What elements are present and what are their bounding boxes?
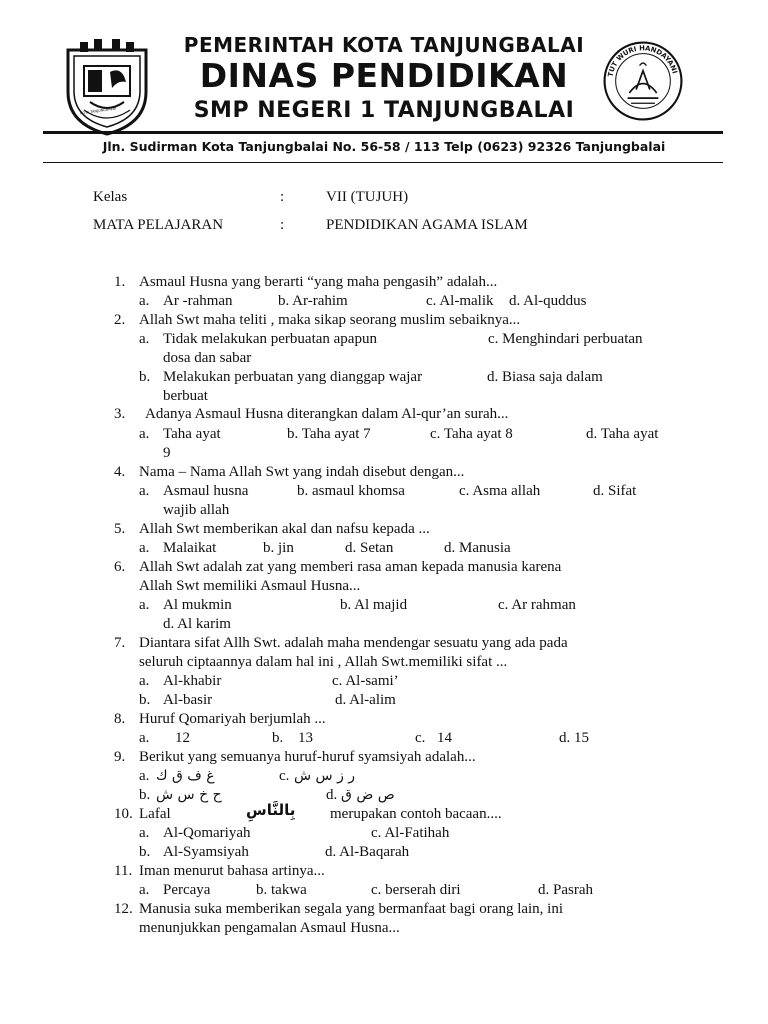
subject-value: PENDIDIKAN AGAMA ISLAM: [326, 217, 528, 233]
question-text-after: merupakan contoh bacaan....: [330, 806, 502, 822]
tut-wuri-handayani-logo: [602, 40, 684, 122]
class-info-row: [0, 189, 768, 209]
option: Al-basir: [163, 692, 213, 708]
question-4: [0, 463, 768, 482]
option-marker: b.: [139, 369, 151, 385]
question-2-options: [0, 330, 768, 410]
option-marker: b.: [272, 730, 284, 746]
question-text: Asmaul Husna yang berarti “yang maha pengasih” adalah...: [139, 274, 498, 290]
question-text: Berikut yang semuanya huruf-huruf syamsiyah adalah...: [139, 749, 476, 765]
arabic-option: ح خ س ش: [156, 787, 222, 803]
question-number: 7.: [114, 635, 126, 651]
option: b. Al majid: [340, 597, 408, 613]
option-marker: a.: [139, 540, 150, 556]
option-marker: d.: [326, 787, 338, 803]
address-rule: [43, 162, 723, 163]
option-marker: b.: [139, 692, 151, 708]
option: c. Ar rahman: [498, 597, 576, 613]
option: d. Taha ayat: [586, 426, 659, 442]
option: c. Taha ayat 8: [430, 426, 513, 442]
option: d. Al karim: [163, 616, 231, 632]
option: c. berserah diri: [371, 882, 461, 898]
question-10: [0, 801, 768, 824]
option: Asmaul husna: [163, 483, 249, 499]
option-continued: berbuat: [163, 388, 208, 404]
option-marker: a.: [139, 730, 150, 746]
question-text-line2: menunjukkan pengamalan Asmaul Husna...: [139, 920, 400, 936]
option-marker: a.: [139, 293, 150, 309]
school-address: Jln. Sudirman Kota Tanjungbalai No. 56-58 / 113 Telp (0623) 92326 Tanjungbalai: [102, 139, 666, 154]
option: Al mukmin: [163, 597, 232, 613]
option: Al-Qomariyah: [163, 825, 251, 841]
question-text: Allah Swt adalah zat yang memberi rasa aman kepada manusia karena: [139, 559, 562, 575]
question-text: Huruf Qomariyah berjumlah ...: [139, 711, 326, 727]
question-number: 9.: [114, 749, 126, 765]
agency-name: DINAS PENDIDIKAN: [199, 56, 569, 95]
option-marker: b.: [139, 844, 151, 860]
question-text: Diantara sifat Allh Swt. adalah maha mendengar sesuatu yang ada pada: [139, 635, 568, 651]
question-number: 6.: [114, 559, 126, 575]
option: Melakukan perbuatan yang dianggap wajar: [163, 369, 423, 385]
option: d. Al-quddus: [509, 293, 587, 309]
option-continued: wajib allah: [163, 502, 230, 518]
option: 13: [298, 730, 313, 746]
option: c. Al-malik: [426, 293, 494, 309]
option-marker: a.: [139, 882, 150, 898]
option: b. takwa: [256, 882, 307, 898]
option: d. Al-Baqarah: [325, 844, 410, 860]
question-3: [0, 405, 768, 424]
option: 14: [437, 730, 452, 746]
option: c. Menghindari perbuatan: [488, 331, 643, 347]
option: d. Al-alim: [335, 692, 396, 708]
logo-motto: TUT WURI HANDAYANI: [606, 44, 679, 78]
option: d. Manusia: [444, 540, 511, 556]
arabic-option: ص ض ق: [341, 787, 395, 803]
question-5-options: [0, 539, 768, 558]
question-number: 12.: [114, 901, 133, 917]
question-text: Lafal: [139, 806, 171, 822]
government-name: PEMERINTAH KOTA TANJUNGBALAI: [183, 33, 585, 57]
option: c. Asma allah: [459, 483, 541, 499]
question-number: 1.: [114, 274, 126, 290]
question-text-line2: Allah Swt memiliki Asmaul Husna...: [139, 578, 361, 594]
question-3-options: [0, 425, 768, 463]
question-6: [0, 558, 768, 596]
option: Ar -rahman: [163, 293, 233, 309]
option: b. Taha ayat 7: [287, 426, 371, 442]
question-11-options: [0, 881, 768, 900]
question-10-options: [0, 824, 768, 862]
question-number: 2.: [114, 312, 126, 328]
question-2: [0, 311, 768, 330]
option: Percaya: [163, 882, 211, 898]
option-continued: 9: [163, 445, 171, 461]
question-1-options: [0, 292, 768, 311]
subject-info-row: [0, 217, 768, 237]
letterhead-rule: [43, 131, 723, 134]
question-1: [0, 273, 768, 292]
question-12: [0, 900, 768, 938]
option: b. asmaul khomsa: [297, 483, 405, 499]
question-9: [0, 748, 768, 767]
question-7: [0, 634, 768, 672]
option: d. Sifat: [593, 483, 637, 499]
school-name: SMP NEGERI 1 TANJUNGBALAI: [193, 98, 575, 123]
class-colon: :: [280, 189, 285, 205]
option: d. Pasrah: [538, 882, 593, 898]
question-6-options: [0, 596, 768, 634]
question-9-options: [0, 767, 768, 805]
question-text: Allah Swt maha teliti , maka sikap seorang muslim sebaiknya...: [139, 312, 521, 328]
option-marker: a.: [139, 673, 150, 689]
question-text: Allah Swt memberikan akal dan nafsu kepada ...: [139, 521, 430, 537]
question-text: Iman menurut bahasa artinya...: [139, 863, 325, 879]
option: 12: [175, 730, 190, 746]
question-number: 10.: [114, 806, 133, 822]
option-marker: a.: [139, 331, 150, 347]
question-11: [0, 862, 768, 881]
question-number: 3.: [114, 406, 126, 422]
question-text-line2: seluruh ciptaannya dalam hal ini , Allah Swt.memiliki sifat ...: [139, 654, 508, 670]
arabic-option: غ ف ق ك: [156, 768, 215, 784]
subject-label: MATA PELAJARAN: [93, 217, 224, 233]
option: c. Al-sami’: [332, 673, 399, 689]
question-4-options: [0, 482, 768, 520]
question-8-options: [0, 729, 768, 748]
question-number: 8.: [114, 711, 126, 727]
option: d. Setan: [345, 540, 394, 556]
option-marker: c.: [279, 768, 290, 784]
option: Al-Syamsiyah: [163, 844, 249, 860]
question-5: [0, 520, 768, 539]
city-emblem-text: KOTA TANJUNGBALAI: [79, 106, 117, 116]
option-marker: c.: [415, 730, 426, 746]
option-marker: b.: [139, 787, 151, 803]
option: c. Al-Fatihah: [371, 825, 450, 841]
option-marker: a.: [139, 768, 150, 784]
option: b. jin: [263, 540, 294, 556]
option-marker: a.: [139, 825, 150, 841]
option-marker: a.: [139, 426, 150, 442]
question-number: 11.: [114, 863, 133, 879]
option: Malaikat: [163, 540, 217, 556]
option: Taha ayat: [163, 426, 221, 442]
class-value: VII (TUJUH): [326, 189, 409, 205]
option: Tidak melakukan perbuatan apapun: [163, 331, 377, 347]
arabic-word: بِالنَّاسِ: [246, 801, 296, 819]
question-text: Adanya Asmaul Husna diterangkan dalam Al-qur’an surah...: [145, 406, 509, 422]
subject-colon: :: [280, 217, 285, 233]
question-text: Nama – Nama Allah Swt yang indah disebut dengan...: [139, 464, 465, 480]
option: d. 15: [559, 730, 589, 746]
option-continued: dosa dan sabar: [163, 350, 252, 366]
option: Al-khabir: [163, 673, 222, 689]
option-marker: a.: [139, 483, 150, 499]
arabic-option: ر ز س ش: [294, 768, 356, 784]
option: b. Ar-rahim: [278, 293, 348, 309]
class-label: Kelas: [93, 189, 128, 205]
question-text: Manusia suka memberikan segala yang bermanfaat bagi orang lain, ini: [139, 901, 564, 917]
question-7-options: [0, 672, 768, 710]
option: d. Biasa saja dalam: [487, 369, 603, 385]
question-number: 4.: [114, 464, 126, 480]
option-marker: a.: [139, 597, 150, 613]
question-number: 5.: [114, 521, 126, 537]
question-8: [0, 710, 768, 729]
